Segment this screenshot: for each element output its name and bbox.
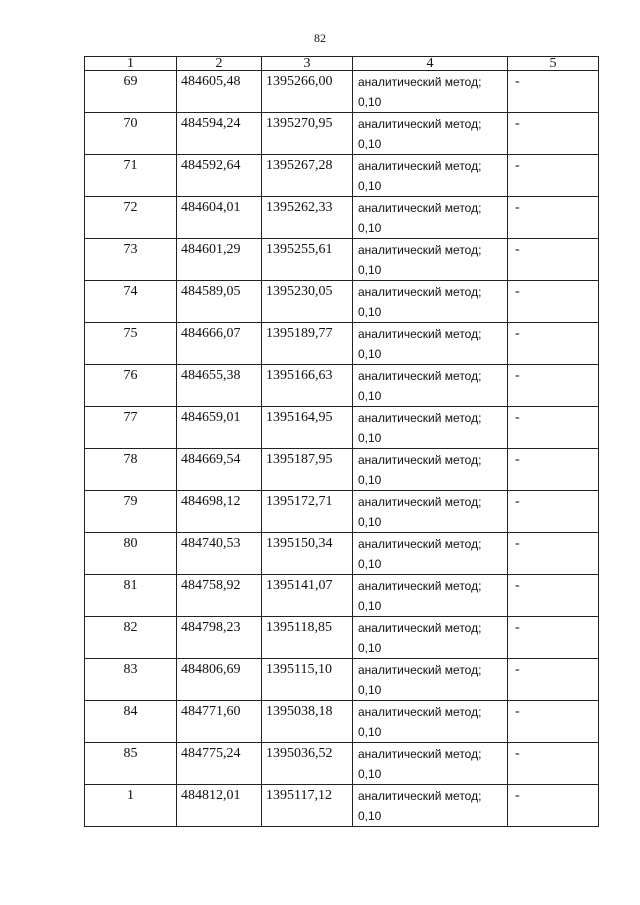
point-number-cell: 74 [85,281,177,323]
accuracy-value: 0,10 [358,599,382,613]
point-number-cell: 77 [85,407,177,449]
point-number-cell: 70 [85,113,177,155]
table-row [85,533,599,575]
y-coordinate-cell: 1395187,95 [262,449,353,491]
accuracy-value: 0,10 [358,305,382,319]
method-label: аналитический метод; [358,495,482,509]
y-coordinate-cell: 1395266,00 [262,71,353,113]
method-label: аналитический метод; [358,705,482,719]
accuracy-value: 0,10 [358,389,382,403]
y-coordinate-cell: 1395189,77 [262,323,353,365]
column-header-3: 3 [262,57,353,71]
table-header [85,57,599,71]
x-coordinate-cell: 484812,01 [177,785,262,827]
accuracy-value: 0,10 [358,179,382,193]
method-label: аналитический метод; [358,75,482,89]
method-label: аналитический метод; [358,579,482,593]
point-number-cell: 79 [85,491,177,533]
method-label: аналитический метод; [358,789,482,803]
accuracy-value: 0,10 [358,347,382,361]
note-cell: - [508,281,599,323]
x-coordinate-cell: 484659,01 [177,407,262,449]
accuracy-value: 0,10 [358,95,382,109]
method-cell [353,239,508,281]
method-cell [353,449,508,491]
accuracy-value: 0,10 [358,431,382,445]
y-coordinate-cell: 1395036,52 [262,743,353,785]
note-cell: - [508,617,599,659]
y-coordinate-cell: 1395172,71 [262,491,353,533]
accuracy-value: 0,10 [358,221,382,235]
note-cell: - [508,785,599,827]
point-number-cell: 71 [85,155,177,197]
table-row [85,449,599,491]
method-cell [353,785,508,827]
point-number-cell: 84 [85,701,177,743]
y-coordinate-cell: 1395115,10 [262,659,353,701]
point-number-cell: 78 [85,449,177,491]
method-label: аналитический метод; [358,621,482,635]
x-coordinate-cell: 484594,24 [177,113,262,155]
table-row [85,491,599,533]
x-coordinate-cell: 484605,48 [177,71,262,113]
method-label: аналитический метод; [358,243,482,257]
table-row [85,239,599,281]
y-coordinate-cell: 1395166,63 [262,365,353,407]
header-row [85,57,599,71]
x-coordinate-cell: 484666,07 [177,323,262,365]
note-cell: - [508,701,599,743]
method-cell [353,701,508,743]
x-coordinate-cell: 484592,64 [177,155,262,197]
table-row [85,197,599,239]
method-cell [353,743,508,785]
note-cell: - [508,323,599,365]
note-cell: - [508,533,599,575]
method-label: аналитический метод; [358,453,482,467]
note-cell: - [508,659,599,701]
accuracy-value: 0,10 [358,473,382,487]
method-label: аналитический метод; [358,411,482,425]
x-coordinate-cell: 484740,53 [177,533,262,575]
table-row [85,575,599,617]
note-cell: - [508,113,599,155]
x-coordinate-cell: 484589,05 [177,281,262,323]
note-cell: - [508,365,599,407]
y-coordinate-cell: 1395230,05 [262,281,353,323]
note-cell: - [508,743,599,785]
accuracy-value: 0,10 [358,725,382,739]
method-cell [353,197,508,239]
y-coordinate-cell: 1395270,95 [262,113,353,155]
y-coordinate-cell: 1395118,85 [262,617,353,659]
method-cell [353,407,508,449]
x-coordinate-cell: 484669,54 [177,449,262,491]
accuracy-value: 0,10 [358,767,382,781]
method-label: аналитический метод; [358,201,482,215]
note-cell: - [508,155,599,197]
note-cell: - [508,407,599,449]
method-cell [353,281,508,323]
note-cell: - [508,491,599,533]
y-coordinate-cell: 1395038,18 [262,701,353,743]
x-coordinate-cell: 484806,69 [177,659,262,701]
method-label: аналитический метод; [358,327,482,341]
x-coordinate-cell: 484758,92 [177,575,262,617]
x-coordinate-cell: 484798,23 [177,617,262,659]
method-label: аналитический метод; [358,159,482,173]
table-row [85,155,599,197]
note-cell: - [508,575,599,617]
x-coordinate-cell: 484601,29 [177,239,262,281]
method-cell [353,323,508,365]
accuracy-value: 0,10 [358,809,382,823]
accuracy-value: 0,10 [358,683,382,697]
method-cell [353,659,508,701]
point-number-cell: 75 [85,323,177,365]
table-row [85,617,599,659]
column-header-5: 5 [508,57,599,71]
point-number-cell: 85 [85,743,177,785]
method-cell [353,71,508,113]
accuracy-value: 0,10 [358,263,382,277]
method-label: аналитический метод; [358,285,482,299]
page-number: 82 [314,31,326,45]
y-coordinate-cell: 1395267,28 [262,155,353,197]
table-body [85,71,599,827]
method-label: аналитический метод; [358,537,482,551]
method-label: аналитический метод; [358,747,482,761]
point-number-cell: 73 [85,239,177,281]
point-number-cell: 76 [85,365,177,407]
table-row [85,281,599,323]
table-row [85,323,599,365]
method-label: аналитический метод; [358,369,482,383]
y-coordinate-cell: 1395164,95 [262,407,353,449]
note-cell: - [508,197,599,239]
point-number-cell: 1 [85,785,177,827]
note-cell: - [508,449,599,491]
accuracy-value: 0,10 [358,641,382,655]
table-row [85,407,599,449]
y-coordinate-cell: 1395117,12 [262,785,353,827]
x-coordinate-cell: 484655,38 [177,365,262,407]
x-coordinate-cell: 484604,01 [177,197,262,239]
method-cell [353,533,508,575]
note-cell: - [508,239,599,281]
method-cell [353,155,508,197]
y-coordinate-cell: 1395262,33 [262,197,353,239]
method-label: аналитический метод; [358,663,482,677]
accuracy-value: 0,10 [358,557,382,571]
y-coordinate-cell: 1395150,34 [262,533,353,575]
point-number-cell: 69 [85,71,177,113]
method-cell [353,617,508,659]
y-coordinate-cell: 1395141,07 [262,575,353,617]
column-header-2: 2 [177,57,262,71]
method-cell [353,491,508,533]
table-row [85,743,599,785]
table-row [85,701,599,743]
column-header-4: 4 [353,57,508,71]
point-number-cell: 83 [85,659,177,701]
point-number-cell: 80 [85,533,177,575]
table-row [85,71,599,113]
method-cell [353,113,508,155]
coordinates-table [84,56,599,827]
y-coordinate-cell: 1395255,61 [262,239,353,281]
method-label: аналитический метод; [358,117,482,131]
point-number-cell: 81 [85,575,177,617]
x-coordinate-cell: 484775,24 [177,743,262,785]
table-row [85,113,599,155]
table-row [85,365,599,407]
x-coordinate-cell: 484698,12 [177,491,262,533]
column-header-1: 1 [85,57,177,71]
point-number-cell: 82 [85,617,177,659]
method-cell [353,365,508,407]
point-number-cell: 72 [85,197,177,239]
x-coordinate-cell: 484771,60 [177,701,262,743]
table-row [85,659,599,701]
accuracy-value: 0,10 [358,137,382,151]
accuracy-value: 0,10 [358,515,382,529]
table-row [85,785,599,827]
method-cell [353,575,508,617]
note-cell: - [508,71,599,113]
